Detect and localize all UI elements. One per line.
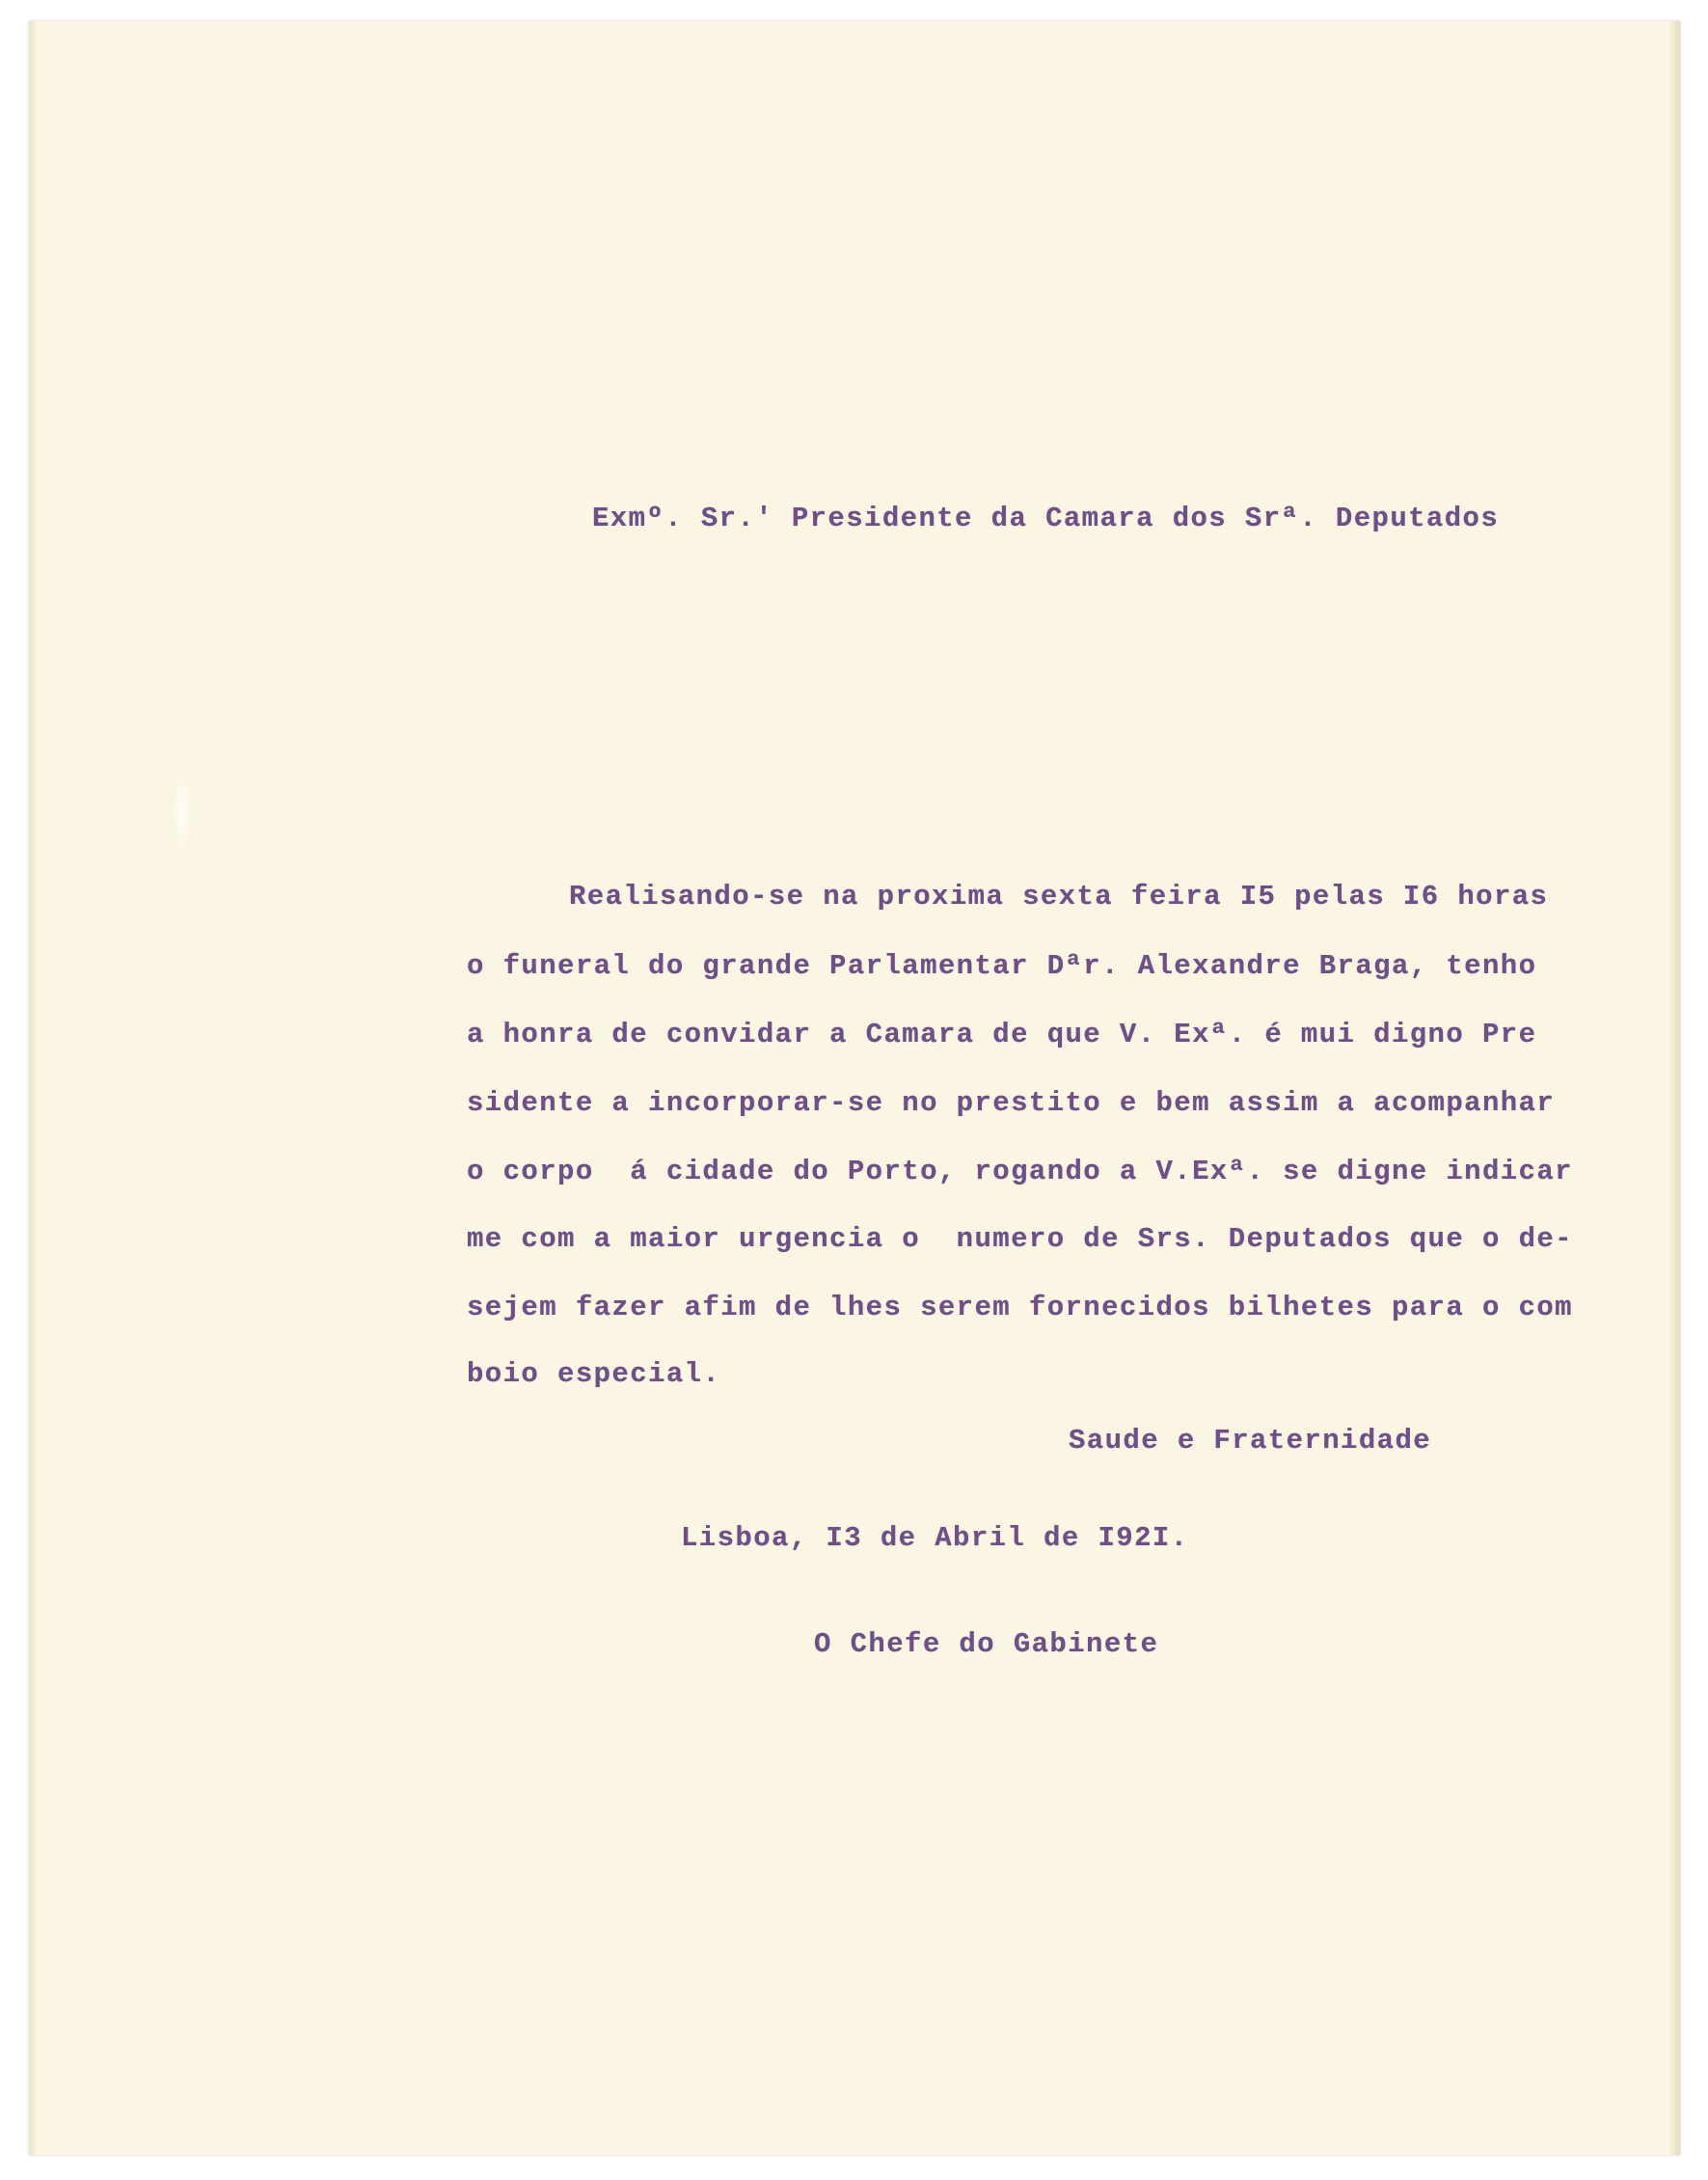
letter-body-line: sidente a incorporar-se no prestito e bem assim a acompanhar <box>467 1087 1556 1119</box>
letter-body-line: sejem fazer afim de lhes serem fornecidos bilhetes para o com <box>467 1292 1573 1323</box>
letter-body-line: boio especial. <box>467 1358 721 1390</box>
letter-body-line: Realisando-se na proxima sexta feira I5 pelas I6 horas <box>569 881 1549 913</box>
letter-body-line: me com a maior urgencia o numero de Srs. Deputados que o de- <box>467 1223 1573 1255</box>
letter-signature: O Chefe do Gabinete <box>814 1628 1159 1660</box>
letter-body-line: o corpo á cidade do Porto, rogando a V.Exª. se digne indicar <box>467 1156 1573 1187</box>
letter-place-date: Lisboa, I3 de Abril de I92I. <box>681 1522 1189 1554</box>
paper-edge-right <box>1668 21 1680 2155</box>
letter-closing: Saude e Fraternidade <box>1069 1425 1432 1457</box>
letter-body-line: a honra de convidar a Camara de que V. Exª. é mui digno Pre <box>467 1019 1537 1050</box>
letter-addressee: Exmº. Sr.' Presidente da Camara dos Srª. Deputados <box>592 503 1500 534</box>
paper-edge-left <box>29 21 39 2155</box>
letter-body-line: o funeral do grande Parlamentar Dªr. Alexandre Braga, tenho <box>467 950 1537 982</box>
paper-crease <box>174 774 191 851</box>
